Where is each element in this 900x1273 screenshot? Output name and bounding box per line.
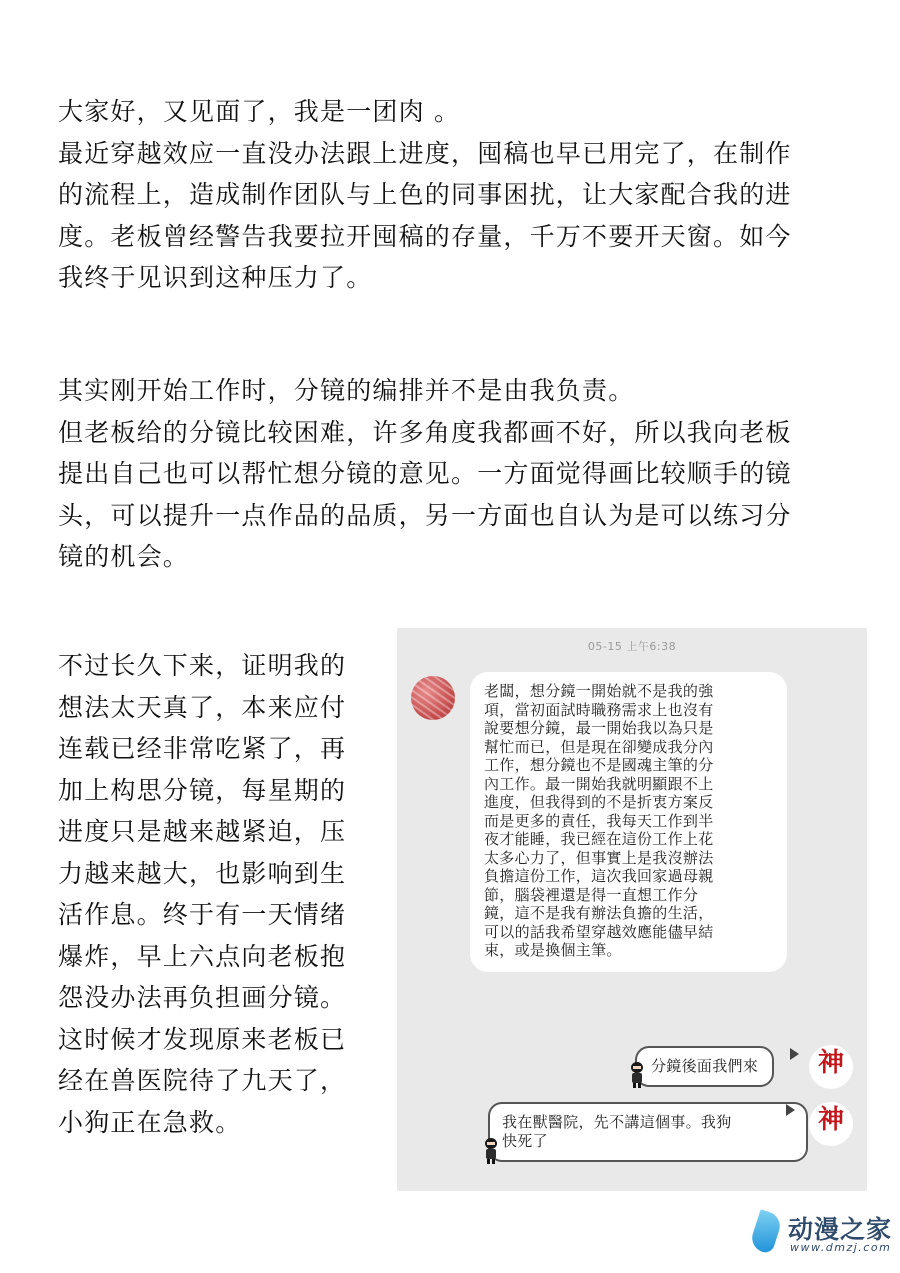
text-line: 连载已经非常吃紧了，再 bbox=[58, 734, 347, 763]
text-line: 经在兽医院待了九天了， bbox=[58, 1066, 347, 1095]
message-line: 進度，但我得到的不是折衷方案反 bbox=[484, 793, 714, 811]
text-line: 其实刚开始工作时，分镜的编排并不是由我负责。 bbox=[58, 376, 635, 405]
text-line: 度。老板曾经警告我要拉开囤稿的存量，千万不要开天窗。如今 bbox=[58, 221, 792, 251]
user-avatar bbox=[411, 676, 455, 720]
message-line: 鏡，這不是我有辦法負擔的生活， bbox=[484, 904, 714, 922]
text-line: 但老板给的分镜比较困难，许多角度我都画不好，所以我向老板 bbox=[58, 417, 792, 447]
message-line: 項，當初面試時職務需求上也沒有 bbox=[484, 700, 714, 719]
text-line: 镜的机会。 bbox=[58, 542, 190, 571]
chat-message-outgoing bbox=[488, 1102, 808, 1162]
bubble-tail bbox=[786, 1104, 795, 1116]
message-line: 負擔這份工作，這次我回家過母親 bbox=[484, 867, 714, 885]
text-line: 力越来越大，也影响到生 bbox=[58, 858, 347, 888]
text-line: 怨没办法再负担画分镜。 bbox=[58, 983, 347, 1012]
message-line: 工作，想分鏡也不是國魂主筆的分 bbox=[484, 756, 714, 774]
text-line: 小狗正在急救。 bbox=[58, 1107, 242, 1137]
watermark-name: 动漫之家 bbox=[788, 1215, 893, 1244]
ninja-sticker-icon bbox=[629, 1062, 645, 1088]
text-line: 爆炸，早上六点向老板抱 bbox=[58, 941, 347, 971]
chat-screenshot bbox=[397, 628, 867, 1191]
message-line: 內工作。最一開始我就明顯跟不上 bbox=[484, 774, 714, 793]
dmzj-watermark bbox=[750, 1208, 893, 1264]
message-line: 分鏡後面我們來 bbox=[651, 1057, 759, 1075]
text-line: 不过长久下来，证明我的 bbox=[58, 651, 347, 680]
water-drop-logo-icon bbox=[748, 1209, 783, 1254]
text-line: 大家好，又见面了，我是一团肉 。 bbox=[58, 97, 461, 126]
text-line: 我终于见识到这种压力了。 bbox=[58, 263, 373, 292]
left-column-paragraph bbox=[58, 645, 378, 1143]
bubble-tail bbox=[790, 1048, 799, 1060]
message-line: 可以的話我希望穿越效應能儘早結 bbox=[484, 922, 714, 941]
story-paragraph bbox=[58, 370, 848, 578]
message-line: 太多心力了，但事實上是我沒辦法 bbox=[484, 848, 714, 867]
message-line: 束，或是換個主筆。 bbox=[484, 941, 622, 959]
message-line: 老闆，想分鏡一開始就不是我的強 bbox=[484, 682, 714, 700]
avatar-character: 神 bbox=[817, 1105, 844, 1135]
message-line: 說要想分鏡，最一開始我以為只是 bbox=[484, 719, 714, 737]
intro-paragraph bbox=[58, 91, 848, 299]
chat-message-outgoing bbox=[635, 1046, 774, 1087]
message-line: 節，腦袋裡還是得一直想工作分 bbox=[484, 885, 699, 904]
text-line: 头，可以提升一点作品的品质，另一方面也自认为是可以练习分 bbox=[58, 500, 792, 530]
message-line: 我在獸醫院，先不講這個事。我狗 bbox=[502, 1113, 732, 1131]
message-line: 夜才能睡，我已經在這份工作上花 bbox=[484, 830, 714, 848]
god-avatar bbox=[809, 1102, 853, 1146]
text-line: 活作息。终于有一天情绪 bbox=[58, 900, 347, 929]
text-line: 最近穿越效应一直没办法跟上进度，囤稿也早已用完了，在制作 bbox=[58, 138, 792, 168]
text-line: 进度只是越来越紧迫，压 bbox=[58, 817, 347, 846]
message-line: 而是更多的責任，我每天工作到半 bbox=[484, 811, 714, 830]
watermark-url: www.dmzj.com bbox=[790, 1241, 892, 1254]
text-line: 想法太天真了，本来应付 bbox=[58, 692, 347, 722]
chat-message-incoming bbox=[470, 672, 787, 972]
text-line: 提出自己也可以帮忙想分镜的意见。一方面觉得画比较顺手的镜 bbox=[58, 459, 792, 488]
message-line: 幫忙而已，但是現在卻變成我分內 bbox=[484, 737, 714, 756]
message-line: 快死了 bbox=[502, 1131, 548, 1150]
text-line: 的流程上，造成制作团队与上色的同事困扰，让大家配合我的进 bbox=[58, 180, 792, 209]
avatar-character: 神 bbox=[817, 1048, 844, 1078]
text-line: 加上构思分镜，每星期的 bbox=[58, 775, 347, 805]
text-line: 这时候才发现原来老板已 bbox=[58, 1024, 347, 1054]
ninja-sticker-icon bbox=[483, 1138, 499, 1164]
chat-timestamp: 05-15 上午6:38 bbox=[587, 640, 677, 653]
god-avatar bbox=[809, 1045, 853, 1089]
